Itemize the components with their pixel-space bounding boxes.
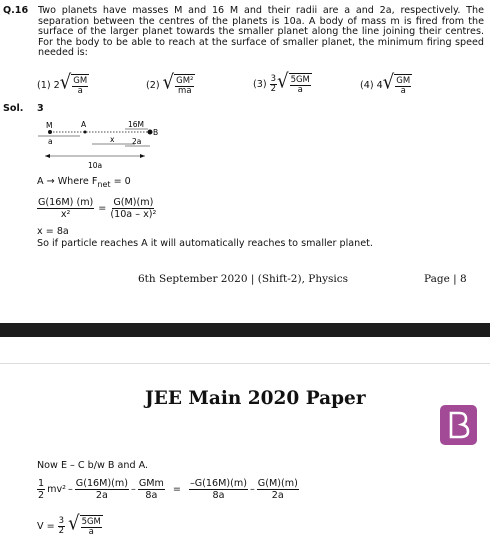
- solution-answer: 3: [37, 103, 44, 114]
- conclusion: So if particle reaches A it will automatically reaches to smaller planet.: [37, 238, 373, 249]
- option-label: (3): [253, 78, 267, 90]
- frac-num: GMm: [138, 478, 164, 489]
- frac-num: 5GM: [290, 75, 310, 85]
- sqrt: √ $\frac{5GM}{a}$: [68, 511, 101, 537]
- frac-den: 8a: [212, 490, 225, 501]
- option-label: (1): [37, 79, 51, 91]
- label-16M: 16M: [128, 120, 145, 129]
- page-top-edge: [0, 363, 490, 364]
- option-4: [360, 70, 412, 96]
- question-text: Two planets have masses M and 16 M and their radii are a and 2a, respectively. The separation between the centres of the planets is 10a. A body of mass m is fired from the surface of the larger planet towards the smaller planet along the line joining their centres. For the body to be able to reach at the surface of smaller planet, the minimum firing speed needed is:: [38, 5, 484, 59]
- option-2: [146, 70, 195, 96]
- sqrt: √ $\frac{\text{GM²}}{ma}$: [162, 70, 194, 96]
- label-A: A: [81, 120, 87, 129]
- frac-den: 2: [38, 490, 45, 501]
- option-label: (4): [360, 79, 374, 91]
- page-title: JEE Main 2020 Paper: [145, 388, 366, 409]
- frac-num: 5GM: [81, 517, 101, 527]
- frac-den: 2a: [95, 490, 108, 501]
- frac-den: 8a: [145, 490, 158, 501]
- energy-line: Now E – C b/w B and A.: [37, 460, 149, 471]
- sqrt: √ $\frac{5GM}{a}$: [277, 69, 310, 95]
- frac-num: G(16M)(m): [75, 478, 129, 489]
- label-x: x: [110, 135, 115, 144]
- option-label: (2): [146, 79, 160, 91]
- frac-den: x²: [60, 209, 71, 220]
- page-break-band: [0, 323, 490, 337]
- force-equation: [37, 197, 156, 220]
- fnet-suffix: = 0: [113, 176, 131, 187]
- label-B: B: [153, 128, 159, 137]
- frac-num: G(M)(m): [113, 197, 154, 208]
- frac-num: GM²: [176, 76, 194, 86]
- label-M: M: [46, 121, 53, 130]
- minus: –: [131, 484, 136, 495]
- solution-label: Sol.: [3, 103, 24, 114]
- minus: –: [249, 484, 255, 495]
- brand-logo: [440, 405, 477, 445]
- v-lhs: V =: [37, 520, 55, 532]
- fnet-sub: net: [97, 179, 111, 189]
- frac-num: 1: [38, 478, 45, 489]
- label-10a: 10a: [88, 161, 103, 170]
- frac-den: ma: [178, 86, 192, 96]
- question-number: Q.16: [3, 5, 29, 16]
- frac-den: a: [88, 527, 94, 537]
- frac-den: 2a: [271, 490, 284, 501]
- option-1: [37, 70, 89, 96]
- footer-date: 6th September 2020 | (Shift-2), Physics: [138, 273, 349, 285]
- frac-den: a: [400, 86, 406, 96]
- planet-small-centre: [48, 130, 52, 134]
- minus: –: [67, 484, 73, 495]
- option-3: [253, 69, 312, 95]
- frac-den: a: [297, 85, 303, 95]
- frac-num: –G(16M)(m): [189, 478, 247, 489]
- frac-den: (10a – x)²: [110, 209, 157, 220]
- velocity-result: [37, 511, 103, 537]
- point-a: [84, 131, 87, 134]
- equals: =: [98, 203, 107, 214]
- frac-num: GM: [73, 76, 88, 86]
- fnet-prefix: A → Where F: [37, 176, 98, 187]
- equals: =: [172, 484, 181, 495]
- mv-term: mv²: [47, 484, 66, 495]
- x-result: x = 8a: [37, 226, 69, 237]
- option-coef: 4: [376, 79, 383, 91]
- planet-large-centre: [148, 130, 153, 135]
- label-2a: 2a: [132, 137, 142, 146]
- energy-equation: [37, 478, 299, 501]
- frac-num: G(16M) (m): [38, 197, 94, 208]
- option-coef: 2: [53, 79, 60, 91]
- logo-b-icon: [446, 410, 472, 440]
- label-a: a: [48, 137, 53, 146]
- fnet-line: [37, 176, 131, 189]
- frac-den: 2: [270, 83, 277, 94]
- frac-den: 2: [58, 525, 65, 536]
- sqrt: √ $\frac{GM}{a}$: [59, 70, 88, 96]
- frac-num: G(M)(m): [257, 478, 298, 489]
- footer-page: Page | 8: [424, 273, 467, 285]
- planets-diagram: [30, 118, 170, 178]
- frac-den: a: [77, 86, 83, 96]
- sqrt: √ $\frac{GM}{a}$: [382, 70, 411, 96]
- frac-num: 3: [270, 73, 277, 84]
- frac-num: GM: [396, 76, 411, 86]
- frac-num: 3: [58, 515, 65, 526]
